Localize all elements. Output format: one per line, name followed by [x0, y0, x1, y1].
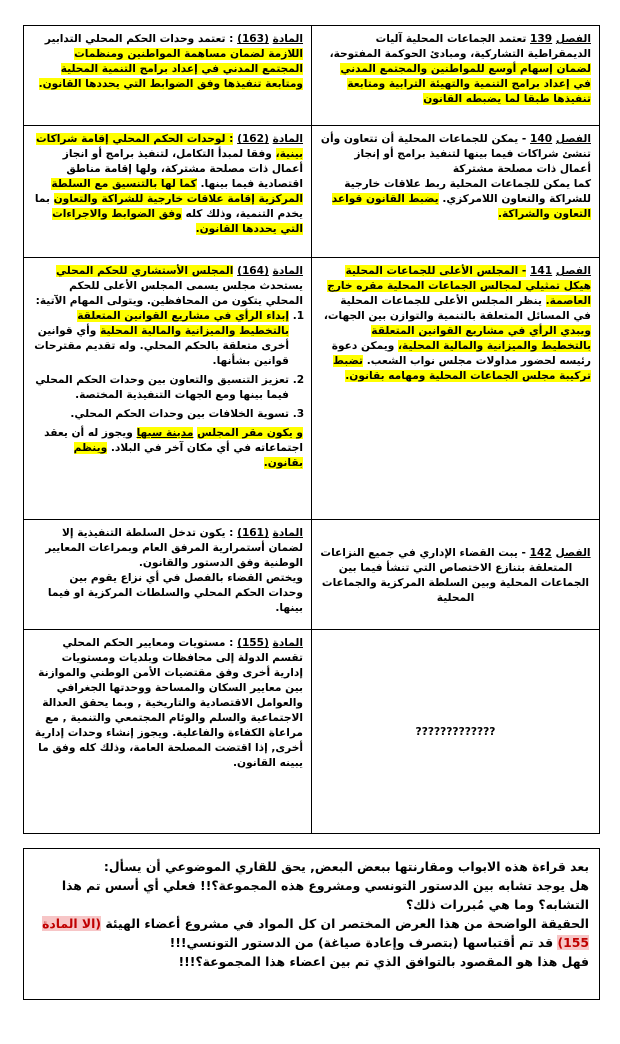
highlighted-text-2: ويبدي الرأي في مشاريع القوانين المتعلقة بالتخطيط والميزانية والمالية المحلية، [371, 325, 591, 352]
list-item-text: تعزيز التنسيق والتعاون بين وحدات الحكم المحلي فيما بينها ومع الجهات التنفيذية المختصة. [35, 374, 289, 401]
article-number: (161) [237, 527, 269, 539]
question-marks: ????????????? [415, 726, 496, 738]
table-row [24, 258, 600, 520]
table-row [24, 630, 600, 834]
article-label: المادة [272, 133, 303, 145]
conclusion-text: الحقيقة الواضحة من هذا العرض المختصر ان كل المواد في مشروع أعضاء الهيئة [105, 916, 589, 931]
article-label: المادة [272, 265, 303, 277]
list-item-highlight: إبداء الرأي في مشاريع القوانين المتعلقة بالتخطيط والميزانية والمالية المحلية [77, 310, 289, 337]
conclusion-line-1: بعد قراءة هذه الابواب ومقارنتها ببعض البعض, يحق للقاري الموضوعي أن يسأل: [103, 859, 589, 874]
highlighted-text: اللازمة لضمان مساهمة المواطنين ومنظمات المجتمع المدني في إعداد برامج التنمية المحلية ومتابعة تنفيذها وفق الضوابط التي يحددها القانون. [38, 48, 303, 90]
article-text: يستحدث مجلس يسمى المجلس الأعلى للحكم المحلي يتكون من المحافظين. ويتولى المهام الآتية: [35, 280, 303, 307]
article-number: (162) [237, 133, 269, 145]
project-article-163 [24, 26, 312, 126]
conclusion-line-2: هل يوجد تشابه بين الدستور التونسي ومشروع هذه المجموعة؟!! فعلي أي أسس تم هذا التشابه؟ وما هي مُبررات ذلك؟ [61, 878, 589, 912]
project-article-162 [24, 126, 312, 258]
highlighted-city: مدينة سبها [136, 427, 194, 439]
article-text-2: ويجوز له أن يعقد اجتماعاته في أي مكان آخر في البلاد. [44, 427, 303, 454]
list-item [32, 309, 289, 369]
highlighted-text: : لوحدات الحكم المحلي إقامة شراكات بينية، [36, 133, 303, 160]
article-label: المادة [272, 33, 303, 45]
article-number: 141 [530, 265, 553, 277]
article-number: (155) [237, 637, 269, 649]
duties-list [32, 309, 303, 422]
tunisia-article-141 [312, 258, 600, 520]
highlighted-text: المجلس الأستشاري للحكم المحلي [56, 265, 234, 277]
article-title: : مستويات ومعايير الحكم المحلي [62, 637, 234, 649]
tunisia-article-139 [312, 26, 600, 126]
highlighted-text-2: كما لها بالتنسيق مع السلطة المركزية إقامة علاقات خارجية للشراكة والتعاون [51, 178, 303, 205]
article-text: تقسم الدولة إلى محافظات وبلديات ومستويات إدارية أخرى وفق مقتضيات الأمن الوطني والموازنة بين معايير السكان والمساحة ووحدتها الجغرافي والعوامل الاقتصادية والتاريخية , وبما يحقق العدالة الاجتماعية والسلم والوئام المجتمعي والتنمية , مع مراعاة الكفاءة والفاعلية. ويجوز إنشاء وحدات إدارية أخرى, إذا اقتضت المصلحة العامة، وذلك كله وفق ما يبينه القانون. [34, 652, 303, 769]
list-item-text: تسوية الخلافات بين وحدات الحكم المحلي. [70, 408, 289, 420]
list-item-text: وأي قوانين أخرى متعلقة بالحكم المحلي. وله تقديم مقترحات قوانين بشأنها. [34, 325, 289, 367]
list-item [32, 373, 289, 403]
article-number: 142 [529, 546, 552, 559]
highlighted-text-3: تضبط تركيبة مجلس الجماعات المحلية ومهامه بقانون. [332, 355, 591, 382]
exception-note: (الا المادة 155) [42, 916, 589, 950]
comparison-table [23, 25, 600, 834]
table-row [24, 26, 600, 126]
table-row [24, 126, 600, 258]
article-label: الفصل [555, 546, 591, 559]
conclusion-line-4: فهل هذا هو المقصود بالتوافق الذي تم بين اعضاء هذا المجموعة؟!!! [178, 954, 589, 969]
article-text-2: ويمكن دعوة رئيسه لحضور مداولات مجلس نواب الشعب. [331, 340, 591, 367]
article-label: المادة [272, 637, 303, 649]
tunisia-article-140 [312, 126, 600, 258]
article-text-2: ويختص القضاء بالفصل في أي نزاع يقوم بين وحدات الحكم المحلي والسلطات المركزية او فيما بينها. [47, 572, 303, 614]
article-text: تعتمد الجماعات المحلية آليات الديمقراطية التشاركية، ومبادئ الحوكمة المفتوحة، [329, 33, 591, 60]
highlighted-text-3: وينظم بقانون. [73, 442, 303, 469]
list-item [32, 407, 289, 422]
article-label: الفصل [555, 33, 591, 45]
highlighted-text: يضبط القانون قواعد التعاون والشراكة. [331, 193, 591, 220]
project-article-164 [24, 258, 312, 520]
article-text: وفقا لمبدأ التكامل، لتنفيذ برامج أو انجاز أعمال ذات مصلحة مشتركة، ولها إقامة مناطق اقتصادية فيما بينها. [62, 148, 303, 190]
article-text-2: بما يخدم التنمية، وذلك كله [34, 193, 303, 220]
highlighted-text: - المجلس الأعلى للجماعات المحلية هيكل تمثيلي لمجالس الجماعات المحلية مقره خارج العاصمة. [327, 265, 591, 307]
highlighted-text: لضمان إسهام أوسع للمواطنين والمجتمع المدني في إعداد برامج التنمية والتهيئة الترابية ومتابعة تنفيذها طبقا لما يضبطه القانون [340, 63, 591, 105]
article-text: - يمكن للجماعات المحلية أن تتعاون وأن تنشئ شراكات فيما بينها لتنفيذ برامج أو إنجاز أعمال ذات مصلحة مشتركة [320, 133, 591, 175]
conclusion-box [23, 848, 600, 1000]
tunisia-missing-article [312, 630, 600, 834]
highlighted-text-3: وفق الضوابط والاجراءات التي يحددها القانون. [52, 208, 303, 235]
article-label: الفصل [555, 265, 591, 277]
project-article-161 [24, 520, 312, 630]
highlighted-text-2: و يكون مقر المجلس [197, 427, 303, 439]
article-text: : يكون تدخل السلطة التنفيذية إلا لضمان أستمرارية المرفق العام وبمراعات المعايير الوطنية وفق الدستور والقانون. [45, 527, 303, 569]
article-label: الفصل [555, 133, 591, 145]
article-text: - يبت القضاء الإداري في جميع النزاعات المتعلقة بتنازع الاختصاص التي تنشأ فيما بين الجماعات المحلية وبين السلطة المركزية والجماعات المحلية [320, 546, 590, 604]
article-text: : تعتمد وحدات الحكم المحلي التدابير [44, 33, 234, 45]
conclusion-text-end: قد تم أقتباسها (بتصرف وإعادة صياغة) من الدستور التونسي!!! [169, 935, 554, 950]
article-number: 140 [530, 133, 553, 145]
project-article-155 [24, 630, 312, 834]
article-text-2: كما يمكن للجماعات المحلية ربط علاقات خارجية للشراكة والتعاون اللامركزي. [344, 178, 591, 205]
article-number: (163) [237, 33, 269, 45]
conclusion-line-3 [36, 914, 589, 952]
article-text: ينظر المجلس الأعلى للجماعات المحلية في المسائل المتعلقة بالتنمية والتوازن بين الجهات، [323, 295, 591, 322]
article-number: 139 [530, 33, 553, 45]
article-label: المادة [272, 527, 303, 539]
tunisia-article-142 [312, 520, 600, 630]
article-number: (164) [237, 265, 269, 277]
table-row [24, 520, 600, 630]
